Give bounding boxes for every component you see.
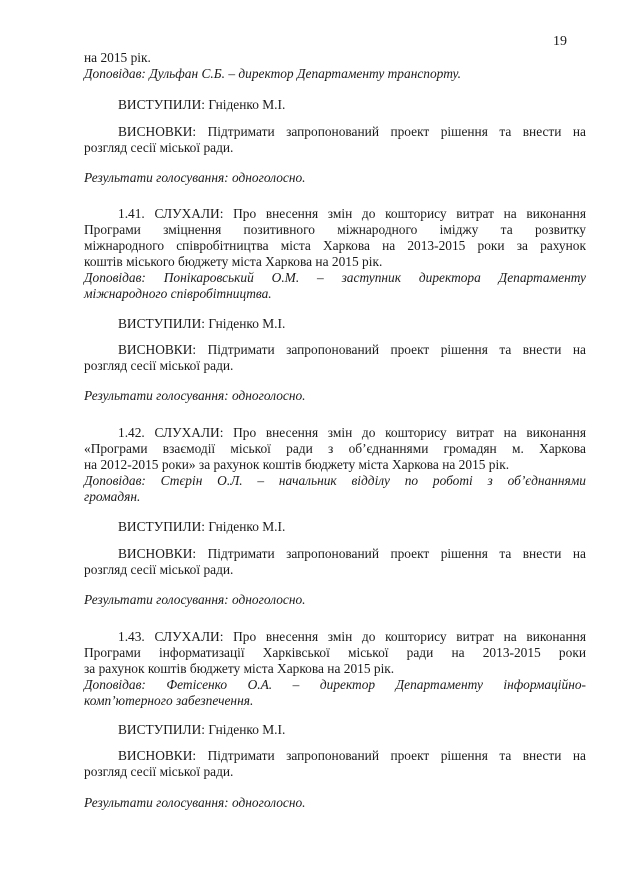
speakers-line: ВИСТУПИЛИ: Гніденко М.І. [118,722,286,737]
item-1-43-heard [84,629,586,709]
heard-line-2: Програми інформатизації Харківської міської ради на 2013-2015 роки [84,645,586,660]
heard-line-1: 1.42. СЛУХАЛИ: Про внесення змін до кошторису витрат на виконання [118,425,586,440]
conclusion-line-2: розгляд сесії міської ради. [84,140,234,155]
voting-result: Результати голосування: одноголосно. [84,388,306,403]
speaker-line-1: Доповідав: Понікаровський О.М. – заступник директора Департаменту [84,270,586,285]
speakers-line: ВИСТУПИЛИ: Гніденко М.І. [118,97,286,112]
page-number: 19 [553,34,567,49]
conclusion-paragraph [84,546,586,578]
speaker-line-2: міжнародного співробітництва. [84,286,272,301]
heard-line-3: на 2012-2015 роки» за рахунок коштів бюджету міста Харкова на 2015 рік. [84,457,510,472]
speakers-line: ВИСТУПИЛИ: Гніденко М.І. [118,316,286,331]
speaker-line-2: громадян. [84,489,141,504]
voting-result: Результати голосування: одноголосно. [84,592,306,607]
conclusion-line-1: ВИСНОВКИ: Підтримати запропонований проект рішення та внести на [118,124,586,139]
speakers-line: ВИСТУПИЛИ: Гніденко М.І. [118,519,286,534]
heard-line-3: за рахунок коштів бюджету міста Харкова на 2015 рік. [84,661,395,676]
previous-item-continuation [84,50,586,82]
conclusion-line-1: ВИСНОВКИ: Підтримати запропонований проект рішення та внести на [118,546,586,561]
speaker-line-1: Доповідав: Фетісенко О.А. – директор Департаменту інформаційно- [84,677,586,692]
voting-result: Результати голосування: одноголосно. [84,795,306,810]
conclusion-line-1: ВИСНОВКИ: Підтримати запропонований проект рішення та внести на [118,342,586,357]
heard-line-2: «Програми взаємодії міської ради з об’єднаннями громадян м. Харкова [84,441,586,456]
conclusion-line-2: розгляд сесії міської ради. [84,562,234,577]
speaker-line-1: Доповідав: Стєрін О.Л. – начальник відділу по роботі з об’єднаннями [84,473,586,488]
conclusion-line-1: ВИСНОВКИ: Підтримати запропонований проект рішення та внести на [118,748,586,763]
speaker-line: Доповідав: Дульфан С.Б. – директор Департаменту транспорту. [84,66,461,81]
heard-line-1: 1.41. СЛУХАЛИ: Про внесення змін до кошторису витрат на виконання [118,206,586,221]
heard-line-1: 1.43. СЛУХАЛИ: Про внесення змін до кошторису витрат на виконання [118,629,586,644]
conclusion-paragraph [84,124,586,156]
heard-line-3: міжнародного співробітництва міста Харкова на 2013-2015 роки за рахунок [84,238,586,253]
item-1-42-heard [84,425,586,505]
heard-line-2: Програми зміцнення позитивного міжнародного іміджу та розвитку [84,222,586,237]
item-1-41-heard [84,206,586,302]
conclusion-paragraph [84,748,586,780]
heard-line-4: коштів міського бюджету міста Харкова на 2015 рік. [84,254,383,269]
conclusion-line-2: розгляд сесії міської ради. [84,764,234,779]
continuation-line: на 2015 рік. [84,50,151,65]
conclusion-paragraph [84,342,586,374]
voting-result: Результати голосування: одноголосно. [84,170,306,185]
speaker-line-2: комп’ютерного забезпечення. [84,693,254,708]
conclusion-line-2: розгляд сесії міської ради. [84,358,234,373]
